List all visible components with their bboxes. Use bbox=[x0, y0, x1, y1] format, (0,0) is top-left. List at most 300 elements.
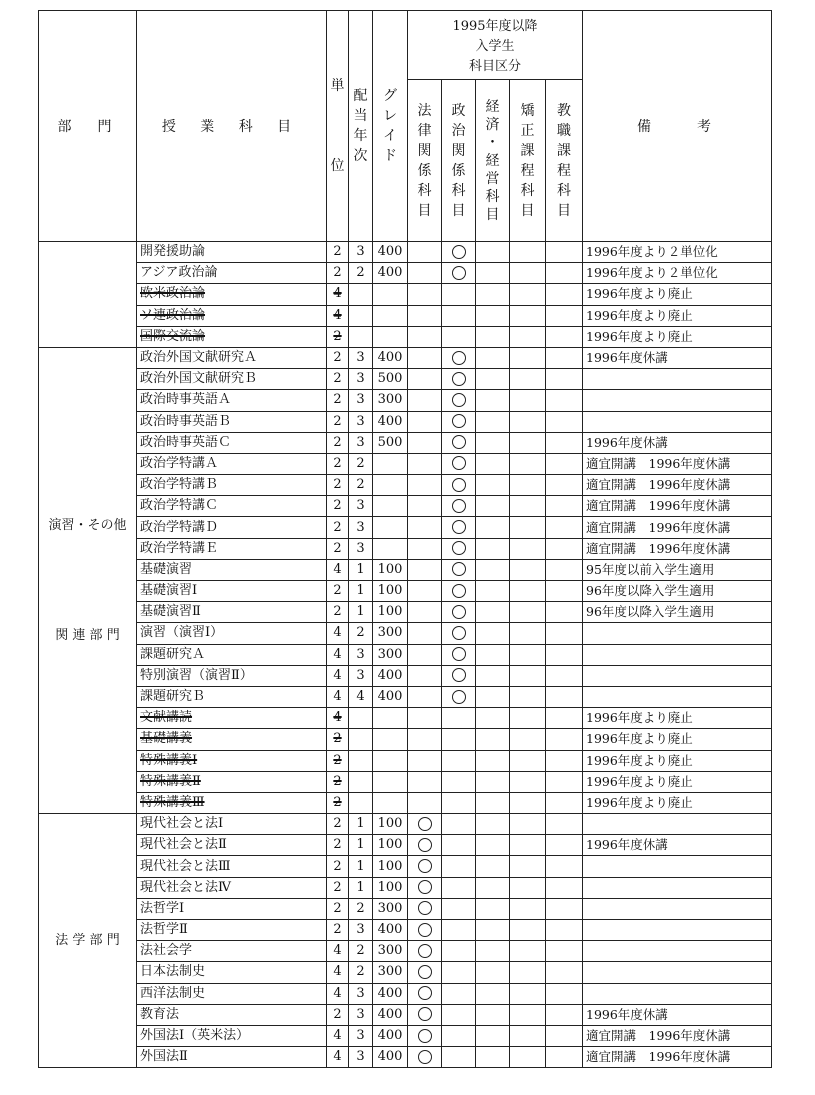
circle-mark-icon bbox=[452, 414, 466, 428]
law-mark-cell bbox=[408, 708, 442, 729]
year-cell-text: 3 bbox=[356, 371, 365, 387]
economics-mark-cell bbox=[476, 326, 510, 347]
remark-cell-text: 適宜開講 1996年度休講 bbox=[586, 477, 731, 493]
grade-cell-text: 100 bbox=[377, 816, 403, 832]
year-cell-text: 2 bbox=[356, 900, 365, 916]
units-cell-text: 2 bbox=[333, 498, 342, 514]
subject-cell-text: 文献講読 bbox=[140, 710, 193, 726]
grade-cell bbox=[373, 920, 408, 941]
table-row bbox=[39, 814, 772, 835]
remark-cell bbox=[583, 369, 772, 390]
subject-cell bbox=[137, 962, 327, 983]
course-table bbox=[38, 10, 772, 1068]
correction-mark-cell bbox=[510, 517, 546, 538]
politics-mark-cell bbox=[442, 623, 476, 644]
year-cell bbox=[349, 242, 373, 263]
grade-cell-text: 300 bbox=[377, 625, 403, 641]
units-cell-text: 2 bbox=[333, 328, 342, 344]
grade-cell bbox=[373, 814, 408, 835]
subject-cell-text: 欧米政治論 bbox=[140, 286, 206, 302]
correction-mark-cell bbox=[510, 983, 546, 1004]
table-row bbox=[39, 369, 772, 390]
units-cell bbox=[327, 305, 349, 326]
units-cell-text: 2 bbox=[333, 350, 342, 366]
politics-mark-cell bbox=[442, 581, 476, 602]
correction-mark-cell bbox=[510, 1025, 546, 1046]
teaching-mark-cell bbox=[546, 347, 583, 368]
grade-cell bbox=[373, 729, 408, 750]
law-mark-cell bbox=[408, 284, 442, 305]
subject-cell bbox=[137, 475, 327, 496]
subject-cell bbox=[137, 814, 327, 835]
year-cell bbox=[349, 559, 373, 580]
grade-cell bbox=[373, 665, 408, 686]
law-mark-cell bbox=[408, 920, 442, 941]
correction-mark-cell bbox=[510, 347, 546, 368]
grade-cell bbox=[373, 792, 408, 813]
teaching-mark-cell bbox=[546, 263, 583, 284]
grade-cell-text: 400 bbox=[377, 1028, 403, 1044]
table-row bbox=[39, 856, 772, 877]
subject-cell bbox=[137, 263, 327, 284]
circle-mark-icon bbox=[452, 435, 466, 449]
grade-header: グ レ イ ド bbox=[373, 11, 408, 242]
politics-mark-cell bbox=[442, 390, 476, 411]
grade-cell-text: 300 bbox=[377, 392, 403, 408]
economics-mark-cell bbox=[476, 284, 510, 305]
grade-cell-text: 400 bbox=[377, 985, 403, 1001]
politics-mark-cell bbox=[442, 1004, 476, 1025]
correction-mark-cell bbox=[510, 835, 546, 856]
grade-cell-text: 400 bbox=[377, 413, 403, 429]
circle-mark-icon bbox=[452, 456, 466, 470]
units-cell-text: 4 bbox=[333, 689, 342, 705]
economics-mark-cell bbox=[476, 792, 510, 813]
circle-mark-icon bbox=[452, 520, 466, 534]
year-cell-text: 3 bbox=[356, 392, 365, 408]
law-mark-cell bbox=[408, 898, 442, 919]
remark-cell-text: 適宜開講 1996年度休講 bbox=[586, 498, 731, 514]
correction-mark-cell bbox=[510, 496, 546, 517]
subject-cell-text: ソ連政治論 bbox=[140, 307, 206, 323]
table-row bbox=[39, 729, 772, 750]
teaching-mark-cell bbox=[546, 453, 583, 474]
year-cell-text: 2 bbox=[356, 477, 365, 493]
year-cell bbox=[349, 686, 373, 707]
subject-cell-text: 教育法 bbox=[140, 1006, 180, 1022]
units-cell bbox=[327, 920, 349, 941]
correction-mark-cell bbox=[510, 962, 546, 983]
politics-mark-cell bbox=[442, 1025, 476, 1046]
grade-cell bbox=[373, 771, 408, 792]
table-row bbox=[39, 920, 772, 941]
circle-mark-icon bbox=[452, 668, 466, 682]
teaching-mark-cell bbox=[546, 369, 583, 390]
units-cell bbox=[327, 581, 349, 602]
law-mark-cell bbox=[408, 347, 442, 368]
politics-mark-cell bbox=[442, 411, 476, 432]
grade-cell bbox=[373, 517, 408, 538]
year-cell bbox=[349, 432, 373, 453]
law-mark-cell bbox=[408, 729, 442, 750]
units-cell bbox=[327, 1004, 349, 1025]
economics-mark-cell bbox=[476, 686, 510, 707]
remark-cell bbox=[583, 305, 772, 326]
politics-mark-cell bbox=[442, 983, 476, 1004]
teaching-mark-cell bbox=[546, 814, 583, 835]
economics-mark-cell bbox=[476, 411, 510, 432]
subject-cell-text: 政治学特講Ｅ bbox=[140, 540, 219, 556]
grade-cell bbox=[373, 983, 408, 1004]
grade-cell bbox=[373, 1047, 408, 1068]
correction-mark-cell bbox=[510, 920, 546, 941]
subject-cell bbox=[137, 729, 327, 750]
teaching-mark-cell bbox=[546, 941, 583, 962]
units-cell-text: 2 bbox=[333, 392, 342, 408]
teaching-mark-cell bbox=[546, 856, 583, 877]
subject-cell-text: 特殊講義Ⅱ bbox=[140, 773, 201, 789]
year-cell-text: 1 bbox=[356, 604, 365, 620]
subject-cell bbox=[137, 284, 327, 305]
law-mark-cell bbox=[408, 475, 442, 496]
correction-mark-cell bbox=[510, 1047, 546, 1068]
year-cell-text: 1 bbox=[356, 816, 365, 832]
correction-mark-cell bbox=[510, 686, 546, 707]
table-row bbox=[39, 708, 772, 729]
remark-cell bbox=[583, 496, 772, 517]
remark-cell bbox=[583, 962, 772, 983]
correction-mark-cell bbox=[510, 665, 546, 686]
units-cell-text: 2 bbox=[333, 858, 342, 874]
subject-cell bbox=[137, 835, 327, 856]
units-cell bbox=[327, 941, 349, 962]
remark-cell-text: 1996年度より２単位化 bbox=[586, 244, 718, 260]
year-cell-text: 1 bbox=[356, 858, 365, 874]
remark-cell-text: 1996年度より廃止 bbox=[586, 731, 693, 747]
units-cell-text: 4 bbox=[333, 710, 342, 726]
grade-cell bbox=[373, 708, 408, 729]
year-cell-text: 3 bbox=[356, 1028, 365, 1044]
teaching-mark-cell bbox=[546, 877, 583, 898]
units-cell-text: 2 bbox=[333, 794, 342, 810]
dept-label: 法 学 部 門 bbox=[55, 932, 120, 948]
units-cell-text: 2 bbox=[333, 371, 342, 387]
units-cell bbox=[327, 835, 349, 856]
subject-cell-text: 現代社会と法Ⅲ bbox=[140, 858, 231, 874]
grade-cell bbox=[373, 390, 408, 411]
grade-cell-text: 300 bbox=[377, 943, 403, 959]
remark-cell bbox=[583, 644, 772, 665]
year-cell bbox=[349, 453, 373, 474]
circle-mark-icon bbox=[452, 647, 466, 661]
remark-cell-text: 適宜開講 1996年度休講 bbox=[586, 540, 731, 556]
remark-cell bbox=[583, 347, 772, 368]
economics-mark-cell bbox=[476, 432, 510, 453]
units-cell bbox=[327, 877, 349, 898]
economics-mark-cell bbox=[476, 898, 510, 919]
year-cell-text: 2 bbox=[356, 625, 365, 641]
politics-mark-cell bbox=[442, 665, 476, 686]
dept-cell bbox=[39, 347, 137, 813]
circle-mark-icon bbox=[418, 901, 432, 915]
year-cell-text: 3 bbox=[356, 922, 365, 938]
units-cell bbox=[327, 517, 349, 538]
units-cell bbox=[327, 623, 349, 644]
year-cell bbox=[349, 835, 373, 856]
units-cell-text: 2 bbox=[333, 1006, 342, 1022]
law-mark-cell bbox=[408, 581, 442, 602]
table-row bbox=[39, 644, 772, 665]
remark-cell bbox=[583, 835, 772, 856]
units-cell-text: 2 bbox=[333, 540, 342, 556]
grade-cell bbox=[373, 432, 408, 453]
grade-cell bbox=[373, 453, 408, 474]
grade-cell-text: 400 bbox=[377, 689, 403, 705]
units-cell bbox=[327, 347, 349, 368]
year-cell-text: 2 bbox=[356, 265, 365, 281]
remark-cell-text: 1996年度休講 bbox=[586, 434, 668, 450]
year-cell-text: 3 bbox=[356, 646, 365, 662]
grade-cell-text: 500 bbox=[377, 371, 403, 387]
year-cell bbox=[349, 962, 373, 983]
subject-cell bbox=[137, 432, 327, 453]
grade-cell-text: 500 bbox=[377, 434, 403, 450]
grade-cell-text: 100 bbox=[377, 583, 403, 599]
table-row bbox=[39, 432, 772, 453]
units-cell bbox=[327, 792, 349, 813]
subject-cell bbox=[137, 1025, 327, 1046]
subject-cell-text: 法哲学Ⅱ bbox=[140, 922, 188, 938]
units-cell-text: 4 bbox=[333, 943, 342, 959]
economics-mark-cell bbox=[476, 665, 510, 686]
grade-cell-text: 300 bbox=[377, 964, 403, 980]
year-cell-text: 3 bbox=[356, 985, 365, 1001]
economics-mark-cell bbox=[476, 729, 510, 750]
economics-mark-cell bbox=[476, 623, 510, 644]
units-cell-text: 2 bbox=[333, 583, 342, 599]
politics-mark-cell bbox=[442, 771, 476, 792]
teaching-mark-cell bbox=[546, 1004, 583, 1025]
grade-cell bbox=[373, 326, 408, 347]
teaching-mark-cell bbox=[546, 983, 583, 1004]
year-cell bbox=[349, 1047, 373, 1068]
grade-cell-text: 400 bbox=[377, 244, 403, 260]
correction-mark-cell bbox=[510, 475, 546, 496]
remark-cell bbox=[583, 517, 772, 538]
law-mark-cell bbox=[408, 602, 442, 623]
subject-cell bbox=[137, 750, 327, 771]
grade-cell bbox=[373, 602, 408, 623]
law-mark-cell bbox=[408, 750, 442, 771]
economics-category-header: 経 済 ・ 経 営 科 目 bbox=[476, 80, 510, 242]
law-mark-cell bbox=[408, 962, 442, 983]
remark-cell-text: 適宜開講 1996年度休講 bbox=[586, 1049, 731, 1065]
subject-cell-text: 政治外国文献研究Ｂ bbox=[140, 371, 258, 387]
grade-cell bbox=[373, 623, 408, 644]
grade-cell-text: 100 bbox=[377, 561, 403, 577]
grade-cell-text: 100 bbox=[377, 604, 403, 620]
subject-cell bbox=[137, 538, 327, 559]
remark-cell bbox=[583, 602, 772, 623]
remark-cell bbox=[583, 877, 772, 898]
correction-mark-cell bbox=[510, 623, 546, 644]
grade-cell bbox=[373, 305, 408, 326]
correction-mark-cell bbox=[510, 602, 546, 623]
dept-header: 部 門 bbox=[39, 11, 137, 242]
correction-mark-cell bbox=[510, 263, 546, 284]
year-cell bbox=[349, 920, 373, 941]
circle-mark-icon bbox=[452, 478, 466, 492]
units-cell-text: 4 bbox=[333, 307, 342, 323]
law-mark-cell bbox=[408, 686, 442, 707]
dept-cell bbox=[39, 814, 137, 1068]
units-cell-text: 2 bbox=[333, 434, 342, 450]
subject-cell bbox=[137, 1004, 327, 1025]
subject-cell bbox=[137, 559, 327, 580]
year-cell bbox=[349, 1004, 373, 1025]
law-mark-cell bbox=[408, 263, 442, 284]
table-row bbox=[39, 941, 772, 962]
grade-cell bbox=[373, 347, 408, 368]
remark-cell bbox=[583, 814, 772, 835]
correction-mark-cell bbox=[510, 305, 546, 326]
table-row bbox=[39, 792, 772, 813]
law-mark-cell bbox=[408, 771, 442, 792]
table-row bbox=[39, 453, 772, 474]
remark-cell bbox=[583, 263, 772, 284]
politics-mark-cell bbox=[442, 496, 476, 517]
teaching-mark-cell bbox=[546, 559, 583, 580]
units-cell-text: 2 bbox=[333, 731, 342, 747]
grade-cell bbox=[373, 898, 408, 919]
subject-cell bbox=[137, 665, 327, 686]
remark-cell-text: 1996年度より廃止 bbox=[586, 307, 693, 323]
economics-mark-cell bbox=[476, 453, 510, 474]
year-cell bbox=[349, 941, 373, 962]
circle-mark-icon bbox=[452, 393, 466, 407]
circle-mark-icon bbox=[452, 245, 466, 259]
teaching-mark-cell bbox=[546, 962, 583, 983]
remarks-header: 備 考 bbox=[583, 11, 772, 242]
remark-cell bbox=[583, 983, 772, 1004]
correction-mark-cell bbox=[510, 411, 546, 432]
units-cell-text: 2 bbox=[333, 413, 342, 429]
remark-cell bbox=[583, 686, 772, 707]
economics-mark-cell bbox=[476, 475, 510, 496]
correction-mark-cell bbox=[510, 941, 546, 962]
remark-cell bbox=[583, 898, 772, 919]
units-cell-text: 2 bbox=[333, 519, 342, 535]
remark-cell bbox=[583, 475, 772, 496]
grade-cell bbox=[373, 1004, 408, 1025]
correction-mark-cell bbox=[510, 856, 546, 877]
circle-mark-icon bbox=[418, 838, 432, 852]
teaching-category-header: 教 職 課 程 科 目 bbox=[546, 80, 583, 242]
law-mark-cell bbox=[408, 1047, 442, 1068]
grade-cell-text: 400 bbox=[377, 922, 403, 938]
circle-mark-icon bbox=[452, 372, 466, 386]
year-cell-text: 2 bbox=[356, 455, 365, 471]
economics-mark-cell bbox=[476, 644, 510, 665]
law-mark-cell bbox=[408, 390, 442, 411]
politics-mark-cell bbox=[442, 305, 476, 326]
units-cell bbox=[327, 814, 349, 835]
circle-mark-icon bbox=[452, 266, 466, 280]
law-mark-cell bbox=[408, 623, 442, 644]
year-cell-text: 1 bbox=[356, 561, 365, 577]
remark-cell-text: 96年度以降入学生適用 bbox=[586, 604, 715, 620]
units-cell bbox=[327, 538, 349, 559]
year-cell bbox=[349, 771, 373, 792]
dept-cell bbox=[39, 242, 137, 348]
correction-mark-cell bbox=[510, 750, 546, 771]
table-row bbox=[39, 835, 772, 856]
correction-mark-cell bbox=[510, 708, 546, 729]
units-cell-text: 4 bbox=[333, 1028, 342, 1044]
year-cell bbox=[349, 517, 373, 538]
subject-cell bbox=[137, 898, 327, 919]
grade-cell bbox=[373, 835, 408, 856]
year-cell bbox=[349, 708, 373, 729]
subject-cell-text: 現代社会と法Ⅱ bbox=[140, 837, 227, 853]
economics-mark-cell bbox=[476, 856, 510, 877]
units-cell-text: 4 bbox=[333, 646, 342, 662]
grade-cell bbox=[373, 411, 408, 432]
correction-mark-cell bbox=[510, 771, 546, 792]
law-mark-cell bbox=[408, 856, 442, 877]
law-mark-cell bbox=[408, 835, 442, 856]
remark-cell bbox=[583, 729, 772, 750]
table-row bbox=[39, 263, 772, 284]
economics-mark-cell bbox=[476, 369, 510, 390]
units-cell bbox=[327, 750, 349, 771]
subject-cell-text: 基礎演習 bbox=[140, 561, 193, 577]
circle-mark-icon bbox=[452, 541, 466, 555]
teaching-mark-cell bbox=[546, 496, 583, 517]
teaching-mark-cell bbox=[546, 686, 583, 707]
subject-cell bbox=[137, 496, 327, 517]
correction-mark-cell bbox=[510, 453, 546, 474]
grade-cell bbox=[373, 877, 408, 898]
politics-mark-cell bbox=[442, 856, 476, 877]
table-row bbox=[39, 898, 772, 919]
grade-cell bbox=[373, 496, 408, 517]
year-cell-text: 2 bbox=[356, 964, 365, 980]
units-cell bbox=[327, 856, 349, 877]
year-cell-text: 3 bbox=[356, 667, 365, 683]
year-header: 配 当 年 次 bbox=[349, 11, 373, 242]
year-cell bbox=[349, 644, 373, 665]
units-cell bbox=[327, 369, 349, 390]
grade-cell-text: 400 bbox=[377, 350, 403, 366]
correction-mark-cell bbox=[510, 242, 546, 263]
units-cell-text: 2 bbox=[333, 455, 342, 471]
category-group-header: 1995年度以降 入学生 科目区分 bbox=[408, 11, 583, 80]
remark-cell bbox=[583, 242, 772, 263]
grade-cell-text: 400 bbox=[377, 265, 403, 281]
units-cell bbox=[327, 326, 349, 347]
politics-mark-cell bbox=[442, 475, 476, 496]
remark-cell-text: 適宜開講 1996年度休講 bbox=[586, 455, 731, 471]
units-cell bbox=[327, 644, 349, 665]
table-row bbox=[39, 665, 772, 686]
year-cell bbox=[349, 792, 373, 813]
economics-mark-cell bbox=[476, 1025, 510, 1046]
economics-mark-cell bbox=[476, 708, 510, 729]
subject-cell bbox=[137, 581, 327, 602]
table-header bbox=[39, 11, 772, 242]
politics-mark-cell bbox=[442, 750, 476, 771]
